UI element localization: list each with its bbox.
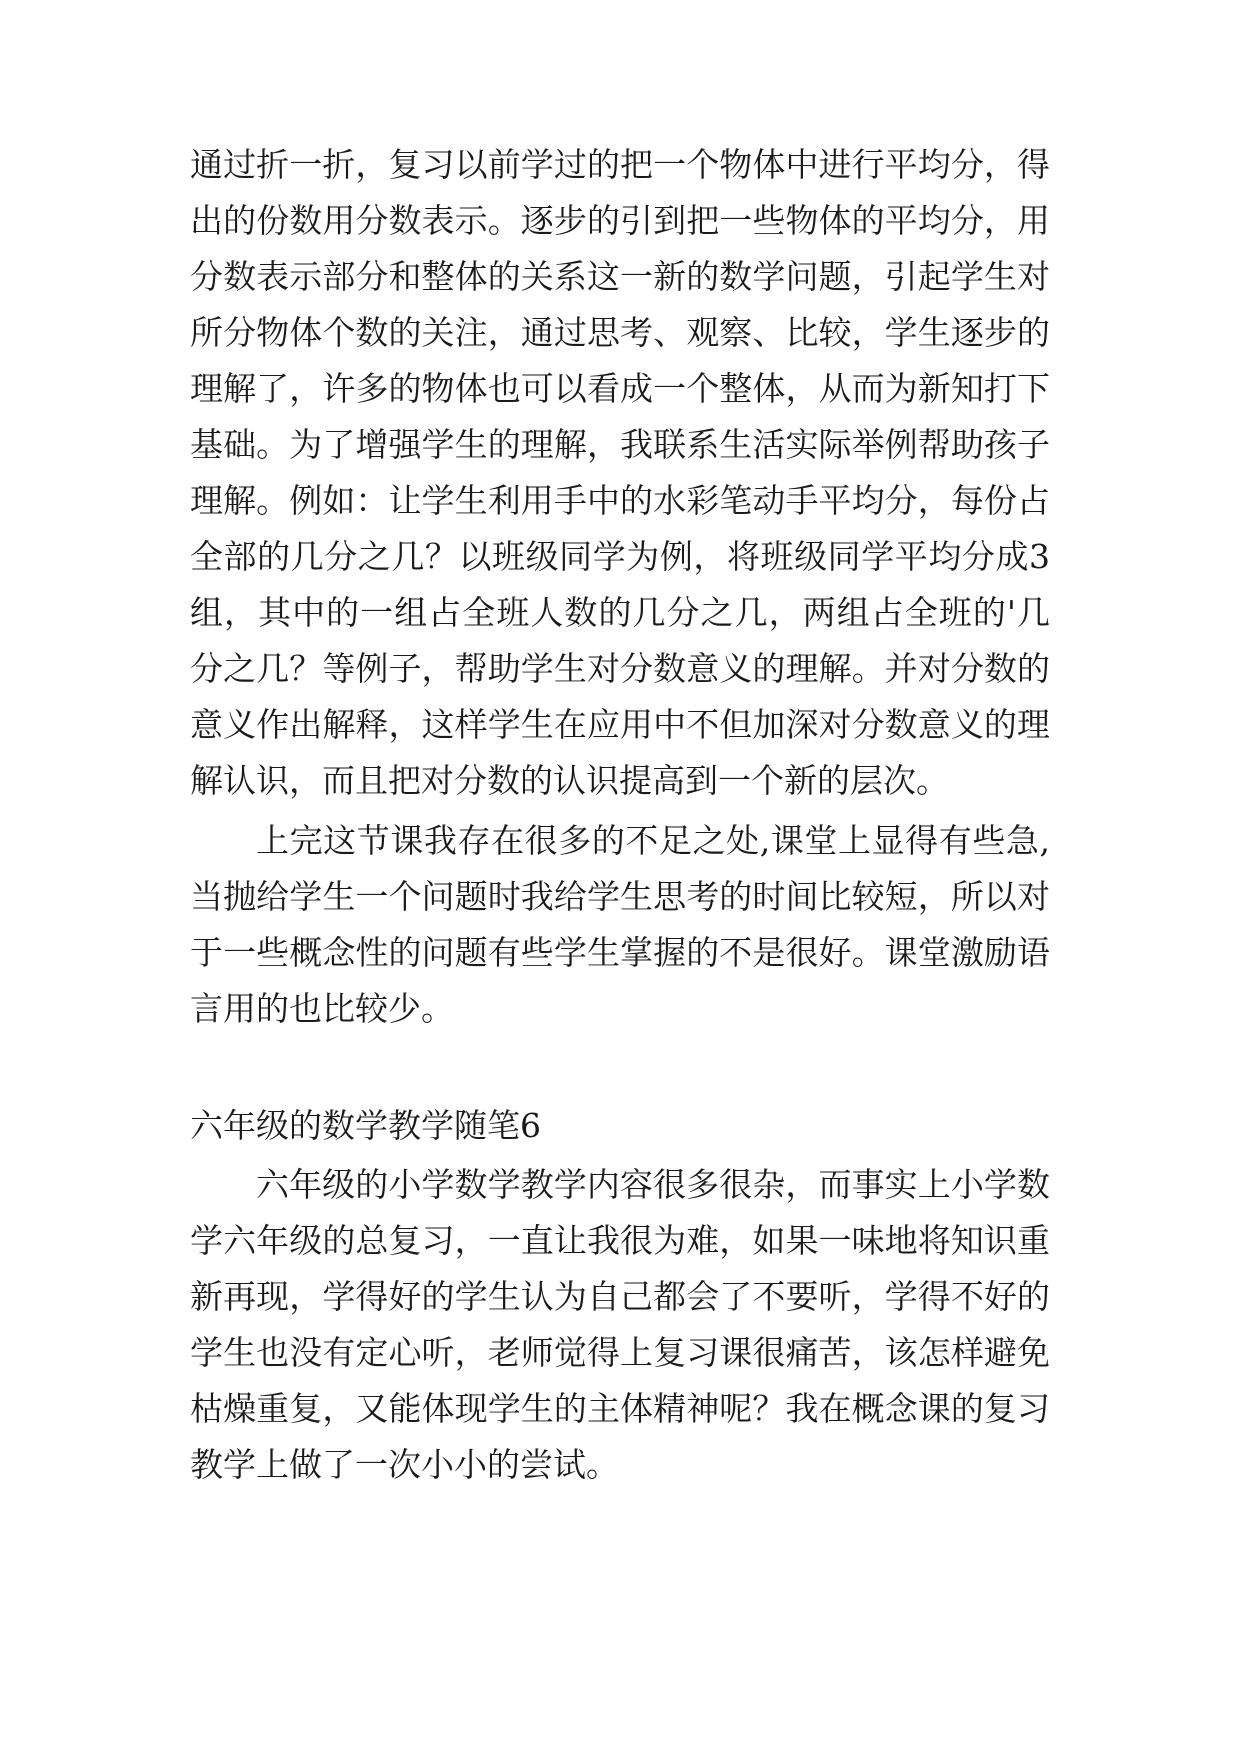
paragraph-line: 于一些概念性的问题有些学生掌握的不是很好。课堂激励语 xyxy=(190,933,1050,972)
paragraph-line: 理解了，许多的物体也可以看成一个整体，从而为新知打下 xyxy=(190,369,1050,408)
paragraph-line: 分数表示部分和整体的关系这一新的数学问题，引起学生对 xyxy=(190,257,1050,296)
paragraph-line: 全部的几分之几？以班级同学为例，将班级同学平均分成3 xyxy=(190,537,1050,576)
paragraph-line: 出的份数用分数表示。逐步的引到把一些物体的平均分，用 xyxy=(190,201,1050,240)
paragraph-line: 六年级的小学数学教学内容很多很杂，而事实上小学数 xyxy=(256,1165,1050,1204)
paragraph-line: 当抛给学生一个问题时我给学生思考的时间比较短，所以对 xyxy=(190,877,1050,916)
paragraph-line: 组，其中的一组占全班人数的几分之几，两组占全班的'几 xyxy=(190,593,1050,632)
paragraph-line: 言用的也比较少。 xyxy=(190,989,454,1028)
paragraph-line: 分之几？等例子，帮助学生对分数意义的理解。并对分数的 xyxy=(190,649,1050,688)
paragraph-line: 基础。为了增强学生的理解，我联系生活实际举例帮助孩子 xyxy=(190,425,1050,464)
paragraph-line: 学生也没有定心听，老师觉得上复习课很痛苦，该怎样避免 xyxy=(190,1333,1050,1372)
paragraph-line: 学六年级的总复习，一直让我很为难，如果一味地将知识重 xyxy=(190,1221,1050,1260)
paragraph-line: 新再现，学得好的学生认为自己都会了不要听，学得不好的 xyxy=(190,1277,1050,1316)
paragraph-line: 解认识，而且把对分数的认识提高到一个新的层次。 xyxy=(190,761,949,800)
paragraph-line: 所分物体个数的关注，通过思考、观察、比较，学生逐步的 xyxy=(190,313,1050,352)
section-heading: 六年级的数学教学随笔6 xyxy=(190,1106,541,1145)
paragraph-line: 意义作出解释，这样学生在应用中不但加深对分数意义的理 xyxy=(190,705,1050,744)
paragraph-line: 教学上做了一次小小的尝试。 xyxy=(190,1445,619,1484)
paragraph-line: 上完这节课我存在很多的不足之处,课堂上显得有些急, xyxy=(256,821,1050,860)
paragraph-line: 枯燥重复，又能体现学生的主体精神呢？我在概念课的复习 xyxy=(190,1389,1050,1428)
paragraph-line: 通过折一折，复习以前学过的把一个物体中进行平均分，得 xyxy=(190,145,1050,184)
paragraph-line: 理解。例如：让学生利用手中的水彩笔动手平均分，每份占 xyxy=(190,481,1050,520)
